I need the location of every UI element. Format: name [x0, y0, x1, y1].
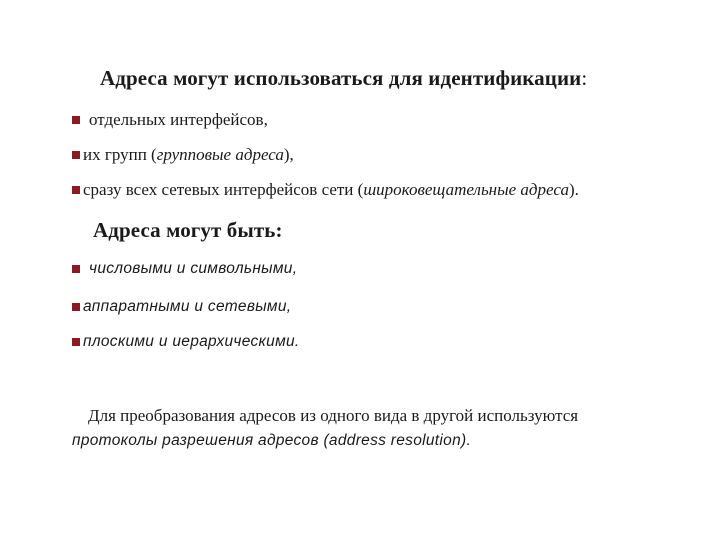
section-heading-types-text: Адреса могут быть:: [93, 218, 283, 242]
heading-colon: :: [581, 66, 588, 90]
list-item-text-suffix: ).: [568, 180, 579, 199]
list-item-usage-2: [72, 145, 294, 165]
section-heading-usage: [100, 66, 587, 91]
list-item-text: плоскими и иерархическими.: [83, 333, 300, 350]
square-bullet-icon: [72, 303, 80, 311]
list-item-text-suffix: ),: [283, 145, 294, 164]
list-item-text: сразу всех сетевых интерфейсов сети (: [83, 180, 364, 199]
list-item-types-1: [72, 260, 297, 278]
section-heading-usage-text: Адреса могут использоваться для идентификации: [100, 66, 582, 90]
list-item-usage-1: [72, 110, 268, 130]
section-heading-types: [93, 218, 283, 243]
paragraph-line-2: протоколы разрешения адресов (address resolution).: [72, 432, 472, 449]
square-bullet-icon: [72, 186, 80, 194]
list-item-types-2: [72, 298, 291, 316]
list-item-types-3: [72, 333, 300, 351]
list-item-text: их групп (: [83, 145, 157, 164]
square-bullet-icon: [72, 116, 80, 124]
address-resolution-paragraph: [72, 403, 682, 453]
list-item-text: отдельных интерфейсов,: [89, 110, 268, 129]
square-bullet-icon: [72, 338, 80, 346]
list-item-text: аппаратными и сетевыми,: [83, 298, 292, 315]
list-item-italic-term: широковещательные адреса: [363, 180, 569, 199]
list-item-usage-3: [72, 180, 579, 200]
paragraph-line-1: Для преобразования адресов из одного вида в другой используются: [88, 406, 579, 425]
list-item-text: числовыми и символьными,: [89, 260, 298, 277]
list-item-italic-term: групповые адреса: [156, 145, 284, 164]
square-bullet-icon: [72, 265, 80, 273]
square-bullet-icon: [72, 151, 80, 159]
